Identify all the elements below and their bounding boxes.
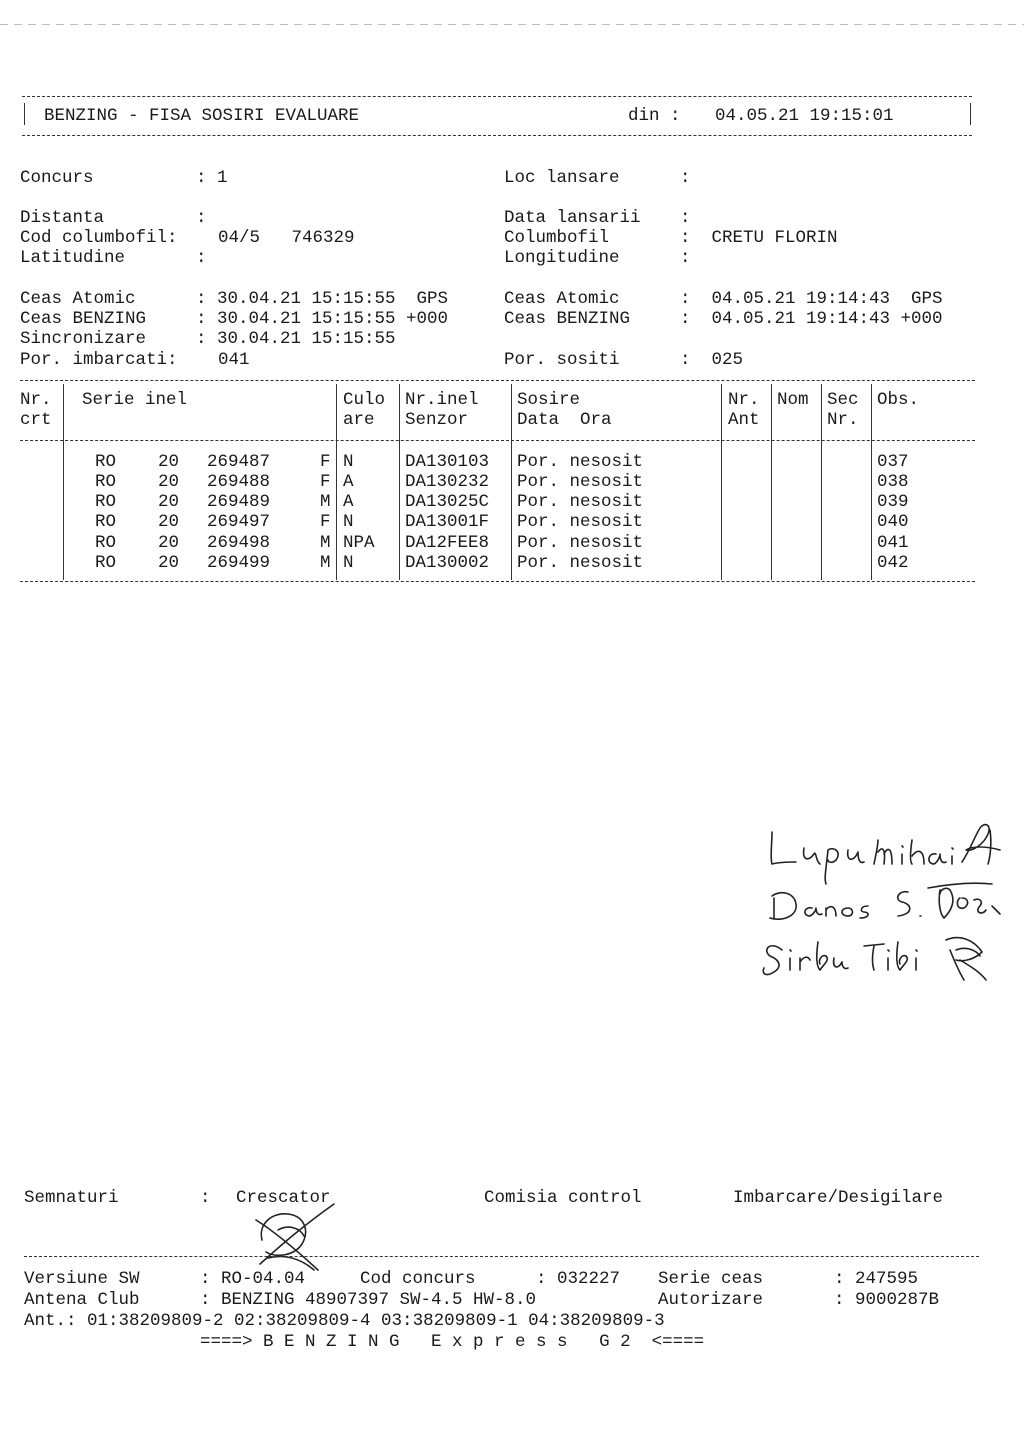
row-5-inel: 269498 [207, 533, 271, 553]
row-4-inel: 269497 [207, 512, 271, 532]
row-3-tara: RO [95, 492, 117, 512]
row-1-tara: RO [95, 452, 117, 472]
row-6-culoare: N [343, 553, 354, 573]
row-3-an: 20 [158, 492, 180, 512]
header-nr-crt-line2: crt [20, 410, 52, 430]
loc-lansare-label: Loc lansare [504, 168, 620, 188]
header-nr-crt-line1: Nr. [20, 390, 52, 410]
distanta-label: Distanta [20, 208, 105, 228]
row-1-culoare: N [343, 452, 354, 472]
header-sosire-line2: Data Ora [517, 410, 612, 430]
row-1-sex: F [320, 452, 331, 472]
versiune-sw-value: : RO-04.04 [200, 1269, 306, 1289]
loc-lansare-value: : [680, 168, 691, 188]
serie-ceas-label: Serie ceas [658, 1269, 764, 1289]
row-4-senzor: DA13001F [405, 512, 490, 532]
distanta-value: : [196, 208, 207, 228]
scan-artifact-line [0, 24, 1024, 25]
report-date-value: 04.05.21 19:15:01 [715, 106, 894, 126]
semnaturi-separator: : [200, 1188, 211, 1208]
comisia-control-label: Comisia control [484, 1188, 642, 1208]
row-2-culoare: A [343, 472, 354, 492]
row-4-sex: F [320, 512, 331, 532]
row-2-senzor: DA130232 [405, 472, 490, 492]
antena-club-value: : BENZING 48907397 SW-4.5 HW-8.0 [200, 1290, 537, 1310]
longitudine-value: : [680, 248, 691, 268]
serie-ceas-value: : 247595 [834, 1269, 919, 1289]
row-3-culoare: A [343, 492, 354, 512]
row-6-tara: RO [95, 553, 117, 573]
header-sec-nr-line2: Nr. [827, 410, 859, 430]
concurs-value: : 1 [196, 168, 228, 188]
semnaturi-label: Semnaturi [24, 1188, 119, 1208]
data-lansarii-label: Data lansarii [504, 208, 641, 228]
ceas-benzing-label: Ceas BENZING [20, 309, 147, 329]
header-top-rule [22, 96, 972, 97]
row-2-obs: 038 [877, 472, 909, 492]
table-header-rule [20, 440, 975, 441]
row-6-sosire: Por. nesosit [517, 553, 644, 573]
benzing-brand-line: ====> B E N Z I N G E x p r e s s G 2 <==== [200, 1332, 705, 1352]
col-sep-7 [821, 384, 822, 580]
table-bottom-rule [20, 581, 975, 582]
row-4-an: 20 [158, 512, 180, 532]
por-imbarcati-label: Por. imbarcati: [20, 350, 178, 370]
cod-concurs-label: Cod concurs [360, 1269, 476, 1289]
por-sositi-label: Por. sositi [504, 350, 620, 370]
cod-columbofil-label: Cod columbofil: [20, 228, 178, 248]
ceas-benzing-value: : 30.04.21 15:15:55 +000 [196, 309, 449, 329]
col-sep-6 [771, 384, 772, 580]
row-2-an: 20 [158, 472, 180, 492]
ceas-benzing-arrival-label: Ceas BENZING [504, 309, 631, 329]
row-3-sex: M [320, 492, 331, 512]
row-1-obs: 037 [877, 452, 909, 472]
data-lansarii-value: : [680, 208, 691, 228]
row-5-senzor: DA12FEE8 [405, 533, 490, 553]
header-nr-inel-line2: Senzor [405, 410, 469, 430]
crescator-label: Crescator [236, 1188, 331, 1208]
header-serie-inel: Serie inel [82, 390, 188, 410]
row-5-sex: M [320, 533, 331, 553]
ceas-atomic-arrival-value: : 04.05.21 19:14:43 GPS [680, 289, 943, 309]
cod-concurs-value: : 032227 [536, 1269, 621, 1289]
header-nr-ant-line1: Nr. [728, 390, 760, 410]
header-nr-inel-line1: Nr.inel [405, 390, 479, 410]
header-right-bar [970, 103, 971, 125]
report-date-label: din : [628, 106, 681, 126]
report-title: BENZING - FISA SOSIRI EVALUARE [44, 106, 360, 126]
row-6-obs: 042 [877, 553, 909, 573]
header-nr-ant-line2: Ant [728, 410, 760, 430]
header-culoare-line1: Culo [343, 390, 386, 410]
row-6-sex: M [320, 553, 331, 573]
header-left-bar [24, 103, 25, 125]
row-6-an: 20 [158, 553, 180, 573]
header-obs: Obs. [877, 390, 920, 410]
col-sep-2 [336, 384, 337, 580]
ceas-atomic-label: Ceas Atomic [20, 289, 136, 309]
autorizare-value: : 9000287B [834, 1290, 940, 1310]
columbofil-label: Columbofil [504, 228, 610, 248]
row-3-sosire: Por. nesosit [517, 492, 644, 512]
handwritten-signatures [760, 810, 1010, 1000]
por-sositi-value: : 025 [680, 350, 744, 370]
header-sec-nr-line1: Sec [827, 390, 859, 410]
header-bottom-rule [22, 135, 972, 136]
row-6-inel: 269499 [207, 553, 271, 573]
row-3-obs: 039 [877, 492, 909, 512]
table-top-rule [20, 380, 975, 381]
latitudine-label: Latitudine [20, 248, 126, 268]
row-1-senzor: DA130103 [405, 452, 490, 472]
row-6-senzor: DA130002 [405, 553, 490, 573]
ceas-atomic-arrival-label: Ceas Atomic [504, 289, 620, 309]
antenna-ids: Ant.: 01:38209809-2 02:38209809-4 03:38209809-1 04:38209809-3 [24, 1311, 665, 1331]
header-culoare-line2: are [343, 410, 375, 430]
sincronizare-label: Sincronizare [20, 329, 147, 349]
row-4-tara: RO [95, 512, 117, 532]
crescator-signature [248, 1200, 338, 1275]
row-1-sosire: Por. nesosit [517, 452, 644, 472]
imbarcare-desigilare-label: Imbarcare/Desigilare [733, 1188, 944, 1208]
ceas-benzing-arrival-value: : 04.05.21 19:14:43 +000 [680, 309, 943, 329]
header-sosire-line1: Sosire [517, 390, 581, 410]
col-sep-3 [399, 384, 400, 580]
row-2-inel: 269488 [207, 472, 271, 492]
row-5-tara: RO [95, 533, 117, 553]
row-1-inel: 269487 [207, 452, 271, 472]
row-4-obs: 040 [877, 512, 909, 532]
antena-club-label: Antena Club [24, 1290, 140, 1310]
row-2-tara: RO [95, 472, 117, 492]
row-1-an: 20 [158, 452, 180, 472]
row-5-sosire: Por. nesosit [517, 533, 644, 553]
col-sep-5 [721, 384, 722, 580]
autorizare-label: Autorizare [658, 1290, 764, 1310]
longitudine-label: Longitudine [504, 248, 620, 268]
columbofil-value: : CRETU FLORIN [680, 228, 838, 248]
row-5-an: 20 [158, 533, 180, 553]
cod-columbofil-value: 04/5 746329 [218, 228, 355, 248]
col-sep-1 [63, 384, 64, 580]
row-5-obs: 041 [877, 533, 909, 553]
latitudine-value: : [196, 248, 207, 268]
row-4-sosire: Por. nesosit [517, 512, 644, 532]
row-4-culoare: N [343, 512, 354, 532]
row-2-sex: F [320, 472, 331, 492]
row-3-inel: 269489 [207, 492, 271, 512]
col-sep-8 [871, 384, 872, 580]
por-imbarcati-value: 041 [218, 350, 250, 370]
concurs-label: Concurs [20, 168, 94, 188]
col-sep-4 [511, 384, 512, 580]
row-5-culoare: NPA [343, 533, 375, 553]
footer-rule [24, 1256, 979, 1257]
row-2-sosire: Por. nesosit [517, 472, 644, 492]
ceas-atomic-value: : 30.04.21 15:15:55 GPS [196, 289, 449, 309]
versiune-sw-label: Versiune SW [24, 1269, 140, 1289]
row-3-senzor: DA13025C [405, 492, 490, 512]
sincronizare-value: : 30.04.21 15:15:55 [196, 329, 396, 349]
header-nom: Nom [777, 390, 809, 410]
